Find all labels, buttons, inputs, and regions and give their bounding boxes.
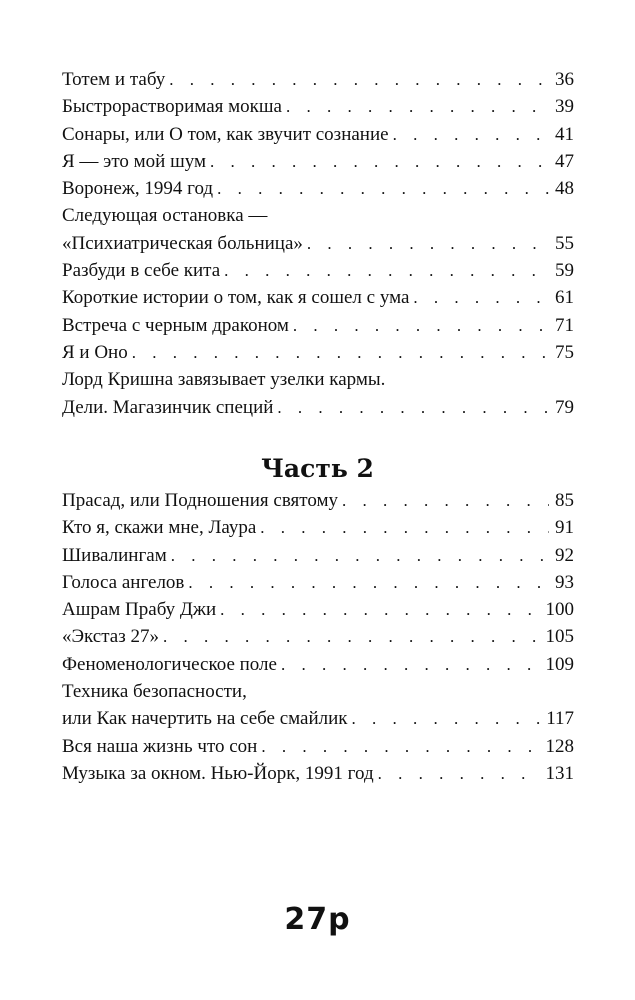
toc-entry — [62, 175, 574, 202]
toc-entry-page: 48 — [555, 178, 574, 200]
toc-entry-page: 131 — [545, 762, 574, 784]
toc-entry-page: 85 — [555, 490, 574, 511]
toc-entry-page: 55 — [555, 232, 574, 254]
toc-entry — [62, 339, 574, 366]
toc-entry-title: Дели. Магазинчик специй — [62, 396, 274, 418]
toc-entry-title: Встреча с черным драконом — [62, 314, 289, 336]
toc-entry-title: Я — это мой шум — [62, 150, 206, 172]
toc-entry — [62, 569, 574, 596]
toc-entry-title: Короткие истории о том, как я сошел с ума — [62, 287, 410, 309]
toc-entry — [62, 230, 574, 257]
toc-entry-title: Вся наша жизнь что сон — [62, 735, 258, 757]
toc-entry-page: 61 — [555, 287, 574, 309]
toc-entry — [62, 623, 574, 650]
toc-leader-dots — [293, 312, 549, 339]
toc-entry-title: Кто я, скажи мне, Лаура — [62, 517, 257, 539]
toc-entry-title: Я и Оно — [62, 341, 128, 363]
toc-entry-title: Голоса ангелов — [62, 571, 185, 593]
toc-entry — [62, 733, 574, 760]
toc-entry-title: «Экстаз 27» — [62, 626, 159, 648]
part-heading: Часть 2 — [261, 454, 374, 483]
toc-entry — [62, 596, 574, 623]
toc-entry — [62, 93, 574, 120]
toc-leader-dots — [224, 257, 549, 284]
toc-leader-dots — [171, 542, 549, 569]
toc-leader-dots — [378, 760, 540, 787]
toc-entry-page: 91 — [555, 517, 574, 539]
toc-leader-dots — [393, 121, 549, 148]
toc-entry-page: 36 — [555, 69, 574, 90]
toc-entry-page: 75 — [555, 341, 574, 363]
toc-leader-dots — [342, 487, 549, 514]
toc-entry-title: Техника безопасности, — [62, 681, 247, 703]
toc-entry — [62, 284, 574, 311]
toc-leader-dots — [217, 175, 549, 202]
toc-entry-title: Разбуди в себе кита — [62, 260, 221, 282]
toc-entry-title: Феноменологическое поле — [62, 653, 277, 675]
toc-entry — [62, 148, 574, 175]
toc-part-1 — [62, 66, 574, 421]
toc-entry — [62, 312, 574, 339]
toc-entry-title: Шивалингам — [62, 544, 167, 566]
toc-leader-dots — [132, 339, 549, 366]
toc-entry-title: Воронеж, 1994 год — [62, 178, 214, 200]
toc-leader-dots — [281, 651, 540, 678]
toc-leader-dots — [220, 596, 539, 623]
toc-entry — [62, 66, 574, 93]
toc-entry — [62, 760, 574, 787]
toc-entry — [62, 121, 574, 148]
toc-entry — [62, 542, 574, 569]
toc-leader-dots — [261, 733, 539, 760]
toc-leader-dots — [352, 705, 541, 732]
toc-entry-page: 41 — [555, 123, 574, 145]
toc-entry-title: «Психиатрическая больница» — [62, 232, 303, 254]
toc-entry — [62, 394, 574, 421]
toc-entry — [62, 487, 574, 514]
toc-entry-first-line — [62, 678, 574, 705]
toc-entry-title: Тотем и табу — [62, 69, 166, 90]
toc-leader-dots — [169, 66, 549, 93]
toc-part-2 — [62, 487, 574, 787]
toc-entry-page: 79 — [555, 396, 574, 418]
toc-entry-title: Быстрорастворимая мокша — [62, 96, 282, 118]
toc-leader-dots — [188, 569, 549, 596]
toc-entry-first-line — [62, 202, 574, 229]
toc-entry — [62, 514, 574, 541]
toc-leader-dots — [277, 394, 549, 421]
toc-entry-page: 109 — [545, 653, 574, 675]
price-stamp: 27р — [284, 902, 351, 937]
toc-entry-title: Сонары, или О том, как звучит сознание — [62, 123, 389, 145]
toc-entry-page: 59 — [555, 260, 574, 282]
toc-entry-title: Ашрам Прабу Джи — [62, 599, 217, 621]
toc-entry-page: 39 — [555, 96, 574, 118]
toc-entry-page: 93 — [555, 571, 574, 593]
toc-entry — [62, 705, 574, 732]
toc-entry-page: 47 — [555, 150, 574, 172]
toc-entry-title: Музыка за окном. Нью-Йорк, 1991 год — [62, 762, 374, 784]
toc-entry-title: Лорд Кришна завязывает узелки кармы. — [62, 369, 386, 391]
toc-entry-page: 128 — [545, 735, 574, 757]
toc-entry-page: 92 — [555, 544, 574, 566]
toc-entry — [62, 651, 574, 678]
toc-entry-first-line — [62, 366, 574, 393]
toc-entry-title: или Как начертить на себе смайлик — [62, 708, 348, 730]
toc-entry-page: 100 — [545, 599, 574, 621]
toc-leader-dots — [286, 93, 549, 120]
toc-leader-dots — [413, 284, 549, 311]
toc-entry-title: Следующая остановка — — [62, 205, 268, 227]
toc-leader-dots — [260, 514, 549, 541]
toc-leader-dots — [163, 623, 540, 650]
toc-entry-title: Прасад, или Подношения святому — [62, 490, 338, 511]
toc-leader-dots — [210, 148, 549, 175]
toc-entry-page: 117 — [546, 708, 574, 730]
toc-leader-dots — [307, 230, 549, 257]
toc-entry — [62, 257, 574, 284]
toc-entry-page: 71 — [555, 314, 574, 336]
toc-entry-page: 105 — [545, 626, 574, 648]
